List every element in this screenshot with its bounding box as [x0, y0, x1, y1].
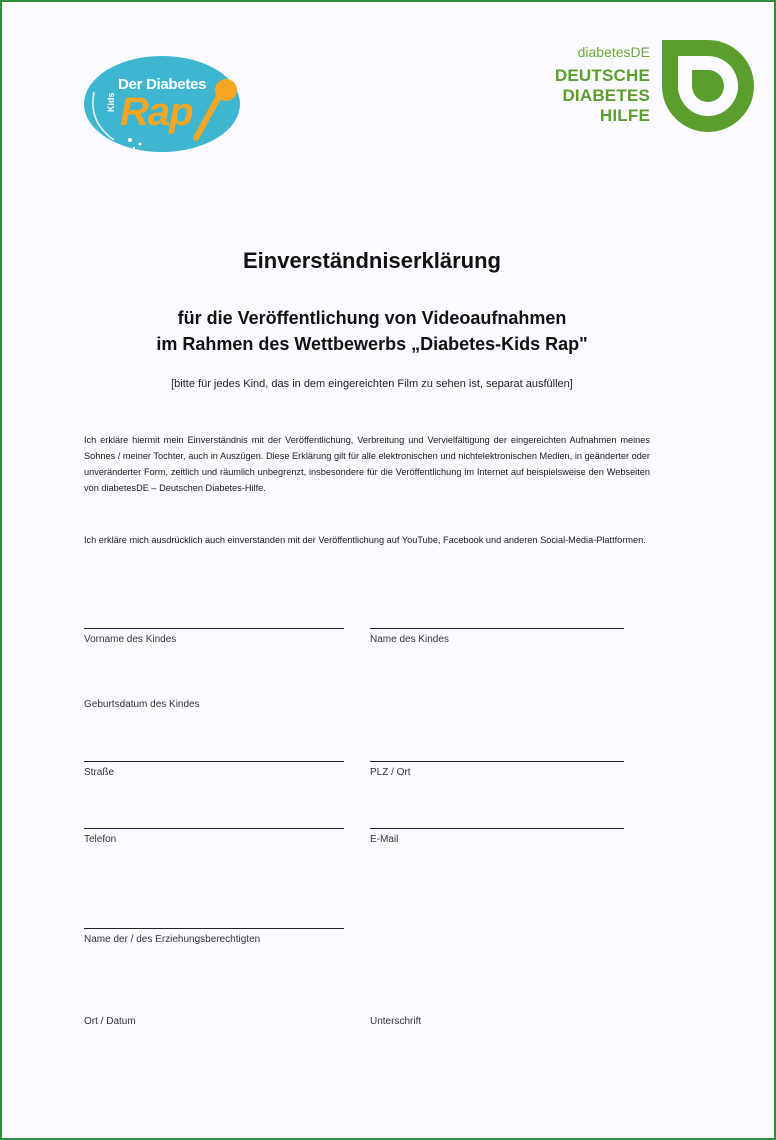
consent-paragraph-1: Ich erkläre hiermit mein Einverständnis mit der Veröffentlichung, Verbreitung und Vervielfältigung der eingereichten Aufnahmen meines Sohnes / meiner Tochter, auch in Auszügen. Diese Erklärung gilt für alle elektronischen und nichtelektronischen Medien, in geänderter oder unveränderter Form, zeitlich und räumlich unbegrenzt, insbesondere für die Veröffentlichung im Internet auf beispielsweise den Webseiten von diabetesDE – Deutschen Diabetes-Hilfe.: [84, 435, 650, 493]
dd-logo-line1: DEUTSCHE: [554, 66, 650, 85]
kids-logo-line1: Der Diabetes: [118, 76, 207, 93]
document-subtitle-line1: für die Veröffentlichung von Videoaufnahmen: [177, 308, 567, 328]
signature-line: [84, 628, 344, 629]
kids-logo-kids: Kids: [106, 92, 116, 112]
field-label: PLZ / Ort: [370, 767, 411, 778]
field-ort-datum[interactable]: Ort / Datum: [84, 1016, 136, 1027]
signature-line: [84, 828, 344, 829]
signature-line: [370, 828, 624, 829]
field-label: Straße: [84, 767, 115, 778]
kids-logo-rap: Rap: [120, 90, 193, 134]
dd-logo-mark-icon: [658, 36, 758, 136]
field-label: E-Mail: [370, 834, 399, 845]
diabetes-kids-rap-logo: [84, 52, 244, 156]
fill-instruction-note: [bitte für jedes Kind, das in dem eingereichten Film zu sehen ist, separat ausfüllen]: [171, 378, 573, 390]
signature-line: [370, 761, 624, 762]
field-vorname-kind[interactable]: [84, 628, 344, 645]
signature-line: [84, 761, 344, 762]
deutsche-diabetes-hilfe-logo: [522, 36, 758, 136]
field-geburtsdatum[interactable]: Geburtsdatum des Kindes: [84, 699, 200, 710]
field-label: Telefon: [84, 834, 117, 845]
field-label: Name der / des Erziehungsberechtigten: [84, 934, 261, 945]
dd-logo-line3: HILFE: [599, 106, 650, 125]
field-telefon[interactable]: [84, 828, 344, 845]
document-subtitle-line2: im Rahmen des Wettbewerbs „Diabetes-Kids Rap": [156, 334, 588, 354]
field-erziehungsberechtigter[interactable]: [84, 928, 344, 945]
dd-logo-line2: DIABETES: [562, 86, 650, 105]
field-strasse[interactable]: [84, 761, 344, 778]
dd-logo-small: diabetesDE: [577, 44, 650, 60]
signature-line: [370, 628, 624, 629]
document-title: Einverständniserklärung: [243, 248, 501, 273]
field-email[interactable]: [370, 828, 624, 845]
field-label: Name des Kindes: [370, 634, 449, 645]
signature-line: [84, 928, 344, 929]
field-plz-ort[interactable]: [370, 761, 624, 778]
field-name-kind[interactable]: [370, 628, 624, 645]
field-label: Vorname des Kindes: [84, 634, 177, 645]
field-unterschrift[interactable]: Unterschrift: [370, 1016, 422, 1027]
consent-paragraph-2: Ich erkläre mich ausdrücklich auch einverstanden mit der Veröffentlichung auf YouTube, Facebook und anderen Social-Media-Plattformen.: [84, 535, 646, 545]
